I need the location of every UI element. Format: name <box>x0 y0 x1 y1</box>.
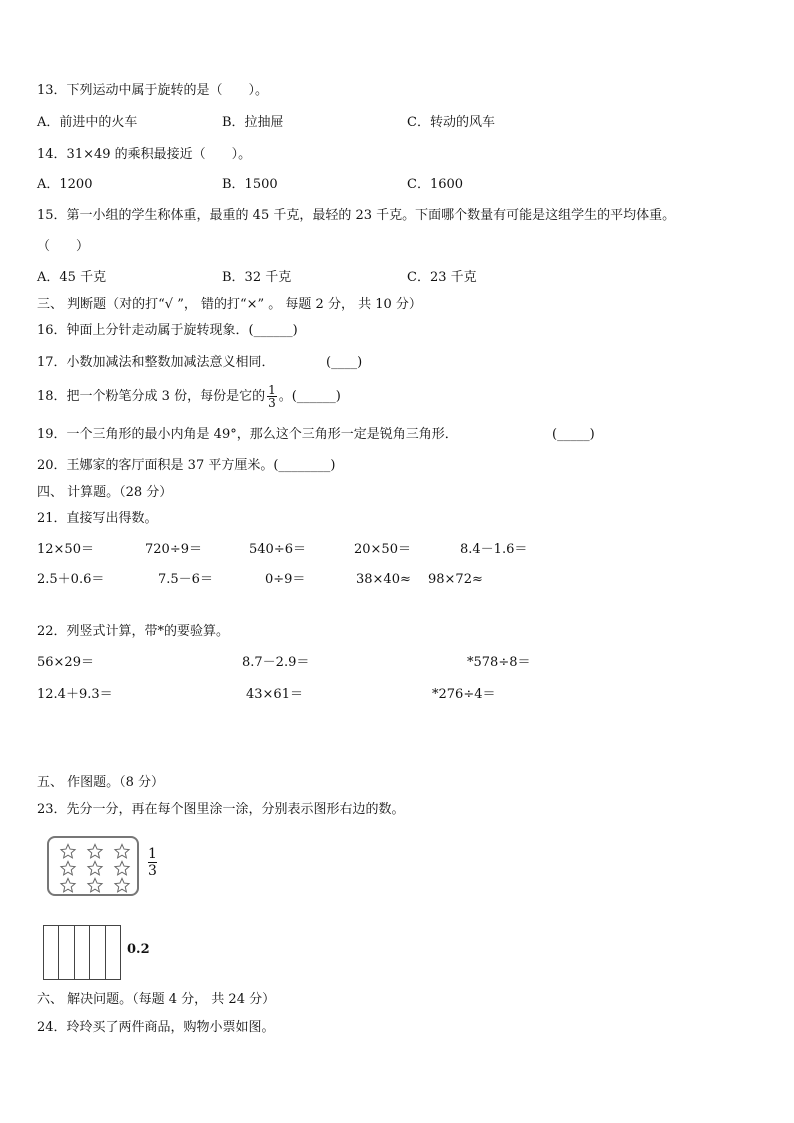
q21-item: 8.4－1.6＝ <box>460 542 528 557</box>
q13-option-c: C．转动的风车 <box>407 115 495 130</box>
q15-option-a: A．45 千克 <box>37 270 107 285</box>
q23-fraction-numerator: 1 <box>148 846 157 862</box>
q18-row <box>37 382 341 412</box>
section3-heading: 三、 判断题（对的打“√ ”， 错的打“×” 。 每题 2 分， 共 10 分） <box>37 297 422 312</box>
section6-heading: 六、 解决问题。（每题 4 分， 共 24 分） <box>37 992 276 1007</box>
q18-fraction-numerator: 1 <box>268 383 276 397</box>
rectangle-part <box>106 926 120 979</box>
q19-text: 19．一个三角形的最小内角是 49°，那么这个三角形一定是锐角三角形． <box>37 427 458 442</box>
q14-option-b: B．1500 <box>222 177 278 192</box>
q13-option-a: A．前进中的火车 <box>37 115 138 130</box>
q22-row-2 <box>0 687 794 703</box>
q13-option-b: B．拉抽屉 <box>222 115 284 130</box>
q22-title: 22．列竖式计算，带*的要验算。 <box>37 624 230 639</box>
q21-item: 2.5＋0.6＝ <box>37 572 105 587</box>
q17-row <box>0 355 794 371</box>
q18-text-before: 18．把一个粉笔分成 3 份，每份是它的 <box>37 389 266 404</box>
q14-options <box>0 177 794 193</box>
star-icon <box>59 843 77 860</box>
q23-fraction-label <box>148 846 157 879</box>
rectangle-part <box>59 926 74 979</box>
q23-fraction-denominator: 3 <box>148 863 157 879</box>
q22-item: 56×29＝ <box>37 655 94 670</box>
q21-title: 21．直接写出得数。 <box>37 511 158 526</box>
q21-item: 0÷9＝ <box>265 572 306 587</box>
q21-item: 12×50＝ <box>37 542 94 557</box>
star-icon <box>113 860 131 877</box>
q21-row-2 <box>0 572 794 588</box>
q16-text: 16．钟面上分针走动属于旋转现象．(______) <box>37 323 298 338</box>
star-icon <box>86 877 104 894</box>
q22-item: 12.4＋9.3＝ <box>37 687 113 702</box>
q13-stem: 13．下列运动中属于旋转的是（ ）。 <box>37 83 269 98</box>
q24-text: 24．玲玲买了两件商品，购物小票如图。 <box>37 1020 275 1035</box>
q15-option-c: C．23 千克 <box>407 270 477 285</box>
q23-title: 23．先分一分，再在每个图里涂一涂，分别表示图形右边的数。 <box>37 802 405 817</box>
q21-item: 720÷9＝ <box>145 542 202 557</box>
q18-fraction-denominator: 3 <box>268 396 276 410</box>
q13-options <box>0 115 794 131</box>
star-icon <box>86 860 104 877</box>
q15-blank: （ ） <box>37 239 90 254</box>
star-icon <box>59 860 77 877</box>
q20-text: 20．王娜家的客厅面积是 37 平方厘米。(________) <box>37 458 336 473</box>
q19-row <box>0 427 794 443</box>
q21-item: 7.5－6＝ <box>158 572 213 587</box>
q17-blank: (____) <box>326 355 363 370</box>
q18-fraction <box>267 384 277 409</box>
q22-item: *276÷4＝ <box>432 687 496 702</box>
section4-heading: 四、 计算题。（28 分） <box>37 485 173 500</box>
star-icon <box>59 877 77 894</box>
q22-item: *578÷8＝ <box>467 655 531 670</box>
q15-stem: 15．第一小组的学生称体重，最重的 45 千克，最轻的 23 千克。下面哪个数量有可能是这组学生的平均体重。 <box>37 208 676 223</box>
rectangle-part <box>75 926 90 979</box>
star-icon <box>86 843 104 860</box>
q18-text-after: 。(______) <box>278 389 341 404</box>
q23-decimal-label: 0.2 <box>127 942 150 957</box>
q17-text: 17．小数加减法和整数加减法意义相同． <box>37 355 275 370</box>
star-group-box <box>47 836 139 896</box>
section5-heading: 五、 作图题。（8 分） <box>37 775 165 790</box>
q19-blank: (_____) <box>552 427 595 442</box>
q14-stem: 14．31×49 的乘积最接近（ ）。 <box>37 147 252 162</box>
q21-item: 540÷6＝ <box>249 542 306 557</box>
star-icon <box>113 843 131 860</box>
q21-item: 38×40≈ <box>356 572 411 587</box>
q15-option-b: B．32 千克 <box>222 270 292 285</box>
q22-item: 43×61＝ <box>246 687 303 702</box>
q21-item: 20×50＝ <box>354 542 411 557</box>
five-part-rectangle <box>43 925 121 980</box>
rectangle-part <box>90 926 105 979</box>
q22-item: 8.7－2.9＝ <box>242 655 310 670</box>
q21-row-1 <box>0 542 794 558</box>
q14-option-a: A．1200 <box>37 177 93 192</box>
q15-options <box>0 270 794 286</box>
q14-option-c: C．1600 <box>407 177 464 192</box>
rectangle-part <box>44 926 59 979</box>
q21-item: 98×72≈ <box>428 572 483 587</box>
q22-row-1 <box>0 655 794 671</box>
star-icon <box>113 877 131 894</box>
